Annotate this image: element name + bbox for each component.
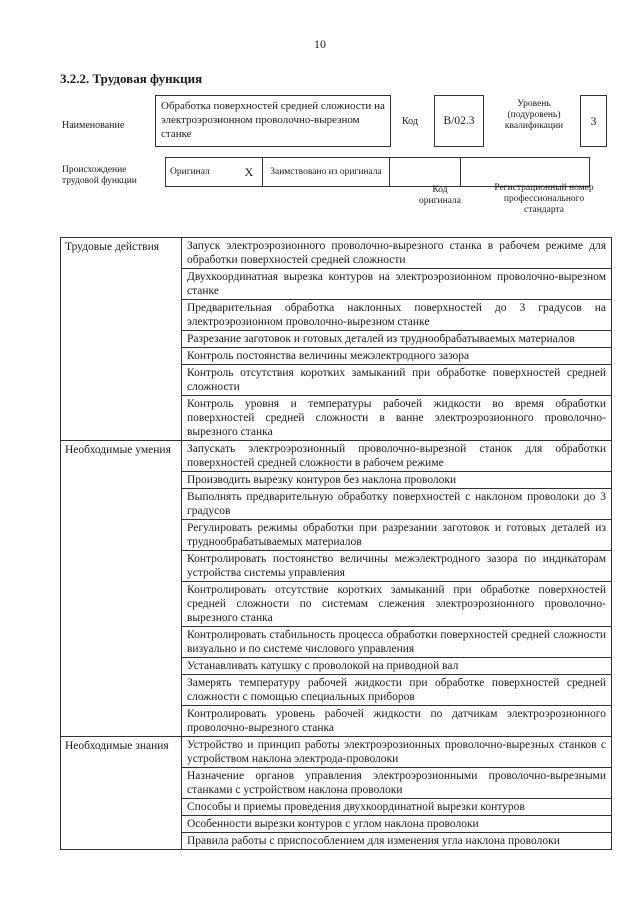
qualification-level-box: 3 [580, 95, 607, 147]
item-cell: Особенности вырезки контуров с углом наклона проволоки [182, 816, 612, 833]
table-row [61, 238, 612, 269]
item-cell: Разрезание заготовок и готовых деталей из труднообрабатываемых материалов [182, 331, 612, 348]
item-cell: Двухкоординатная вырезка контуров на электроэрозионном проволочно-вырезном станке [182, 269, 612, 300]
category-cell: Трудовые действия [61, 238, 182, 441]
original-mark: X [236, 158, 263, 187]
item-cell: Предварительная обработка наклонных поверхностей до 3 градусов на электроэрозионном проволочно-вырезном станке [182, 300, 612, 331]
code-original-cell [390, 158, 461, 187]
qualification-level-label: Уровень (подуровень) квалификации [504, 99, 564, 131]
code-label: Код [402, 116, 418, 127]
item-cell: Регулировать режимы обработки при разрезании заготовок и готовых деталей из труднообрабатываемых материалов [182, 520, 612, 551]
name-label: Наименование [62, 120, 125, 131]
function-details-table [60, 237, 612, 850]
function-code-box: В/02.3 [434, 95, 484, 147]
borrowed-label: Заимствовано из оригинала [263, 158, 390, 187]
item-cell: Правила работы с приспособлением для изменения угла наклона проволоки [182, 833, 612, 850]
reg-number-caption: Регистрационный номер профессионального стандарта [494, 183, 594, 215]
item-cell: Производить вырезку контуров без наклона проволоки [182, 472, 612, 489]
section-title: 3.2.2. Трудовая функция [60, 71, 203, 86]
item-cell: Запускать электроэрозионный проволочно-вырезной станок для обработки поверхностей средней сложности в рабочем режиме [182, 441, 612, 472]
item-cell: Контроль постоянства величины межэлектродного зазора [182, 348, 612, 365]
item-cell: Запуск электроэрозионного проволочно-вырезного станка в рабочем режиме для обработки поверхностей средней сложности [182, 238, 612, 269]
code-original-caption: Код оригинала [419, 185, 461, 206]
table-row [61, 737, 612, 768]
item-cell: Контроль уровня и температуры рабочей жидкости во время обработки поверхностей средней сложности в ванне электроэрозионного проволочно-вырезного станка [182, 396, 612, 441]
function-name-box: Обработка поверхностей средней сложности на электроэрозионном проволочно-вырезном станке [155, 95, 391, 147]
category-cell: Необходимые знания [61, 737, 182, 850]
original-label: Оригинал [166, 158, 237, 187]
item-cell: Выполнять предварительную обработку поверхностей с наклоном проволоки до 3 градусов [182, 489, 612, 520]
item-cell: Замерять температуру рабочей жидкости при обработке поверхностей средней сложности с помощью специальных приборов [182, 675, 612, 706]
item-cell: Контролировать отсутствие коротких замыканий при обработке поверхностей средней сложности по системам слежения электроэрозионного проволочно-вырезного станка [182, 582, 612, 627]
item-cell: Способы и приемы проведения двухкоординатной вырезки контуров [182, 799, 612, 816]
item-cell: Контролировать уровень рабочей жидкости по датчикам электроэрозионного проволочно-вырезного станка [182, 706, 612, 737]
page-number: 10 [314, 37, 326, 51]
item-cell: Контролировать постоянство величины межэлектродного зазора по индикаторам устройства системы управления [182, 551, 612, 582]
item-cell: Назначение органов управления электроэрозионными проволочно-вырезными станками с устройством наклона проволоки [182, 768, 612, 799]
item-cell: Контроль отсутствия коротких замыканий при обработке поверхностей средней сложности [182, 365, 612, 396]
category-cell: Необходимые умения [61, 441, 182, 737]
item-cell: Устройство и принцип работы электроэрозионных проволочно-вырезных станков с устройством наклона электрода-проволоки [182, 737, 612, 768]
table-row [61, 441, 612, 472]
item-cell: Контролировать стабильность процесса обработки поверхностей средней сложности визуально и по системе числового управления [182, 627, 612, 658]
item-cell: Устанавливать катушку с проволокой на приводной вал [182, 658, 612, 675]
origin-label: Происхождение трудовой функции [62, 165, 137, 186]
